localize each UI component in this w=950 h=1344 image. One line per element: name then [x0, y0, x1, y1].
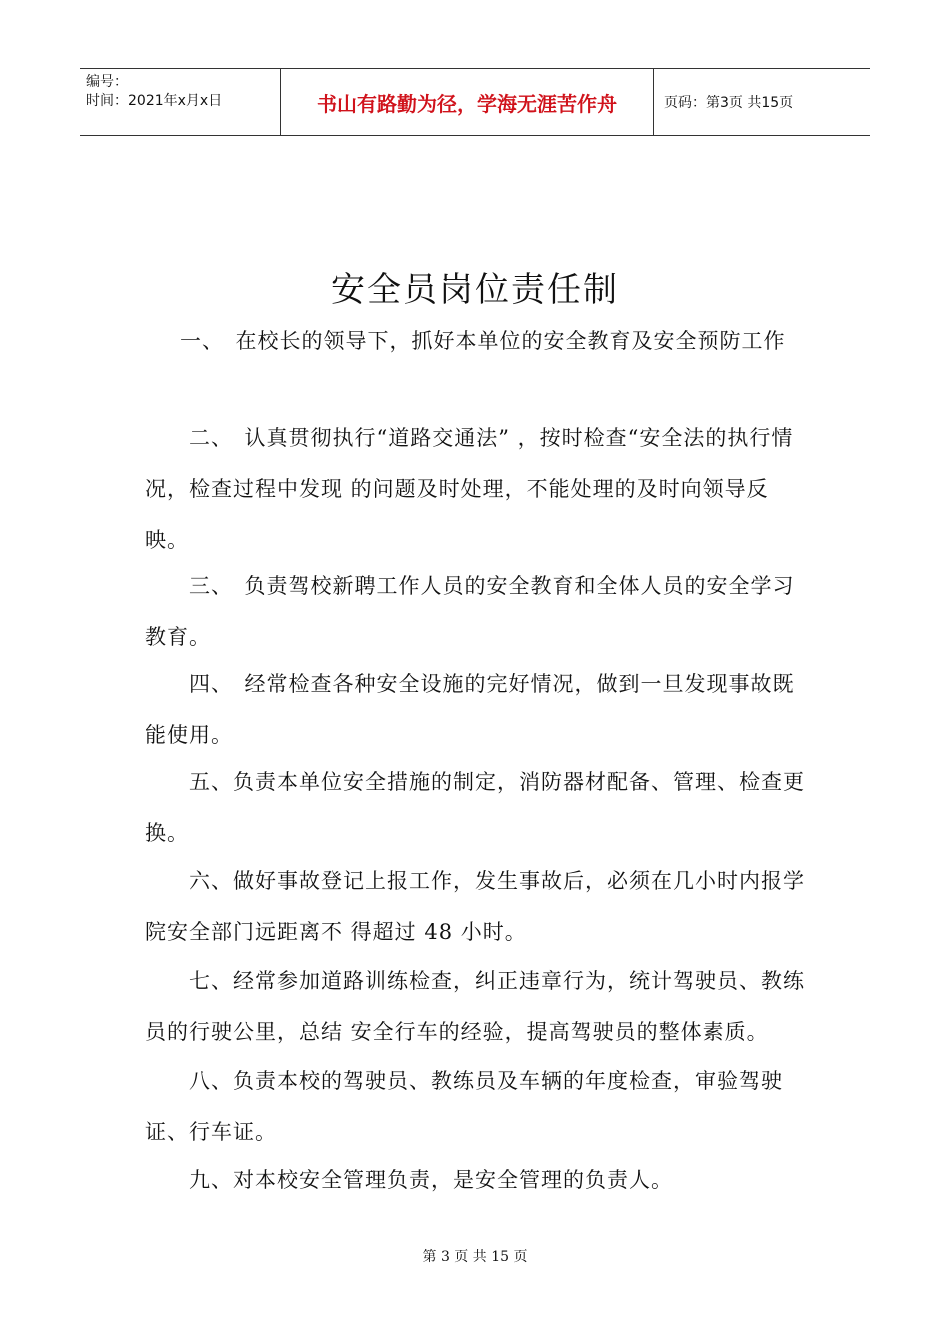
- paragraph-7: 七、经常参加道路训练检查，纠正违章行为，统计驾驶员、教练员的行驶公里，总结 安全行车的经验，提高驾驶员的整体素质。: [145, 969, 805, 1044]
- paragraph-6: 六、做好事故登记上报工作，发生事故后，必须在几小时内报学院安全部门远距离不 得超过 48 小时。: [145, 869, 805, 944]
- time-label: 时间：2021年x月x日: [86, 93, 223, 109]
- paragraph-4: 四、 经常检查各种安全设施的完好情况，做到一旦发现事故既能使用。: [145, 672, 795, 747]
- document-title: 安全员岗位责任制: [331, 270, 619, 310]
- paragraph-3: 三、 负责驾校新聘工作人员的安全教育和全体人员的安全学习教育。: [145, 574, 795, 649]
- page-footer: 第 3 页 共 15 页: [422, 1249, 528, 1265]
- header-motto: 书山有路勤为径，学海无涯苦作舟: [280, 69, 654, 135]
- header-meta: [80, 69, 280, 135]
- number-label: 编号：: [86, 74, 128, 90]
- header-page-info: 页码：第3页 共15页: [664, 95, 794, 111]
- paragraph-9: 九、对本校安全管理负责，是安全管理的负责人。: [189, 1168, 673, 1192]
- paragraph-5: 五、负责本单位安全措施的制定，消防器材配备、管理、检查更换。: [145, 770, 805, 845]
- paragraph-2: 二、 认真贯彻执行“道路交通法” ，按时检查“安全法的执行情况，检查过程中发现 的问题及时处理，不能处理的及时向领导反映。: [145, 426, 794, 552]
- page-header: [80, 68, 870, 136]
- paragraph-8: 八、负责本校的驾驶员、教练员及车辆的年度检查，审验驾驶证、行车证。: [145, 1069, 783, 1144]
- paragraph-1: 一、 在校长的领导下，抓好本单位的安全教育及安全预防工作: [180, 329, 786, 353]
